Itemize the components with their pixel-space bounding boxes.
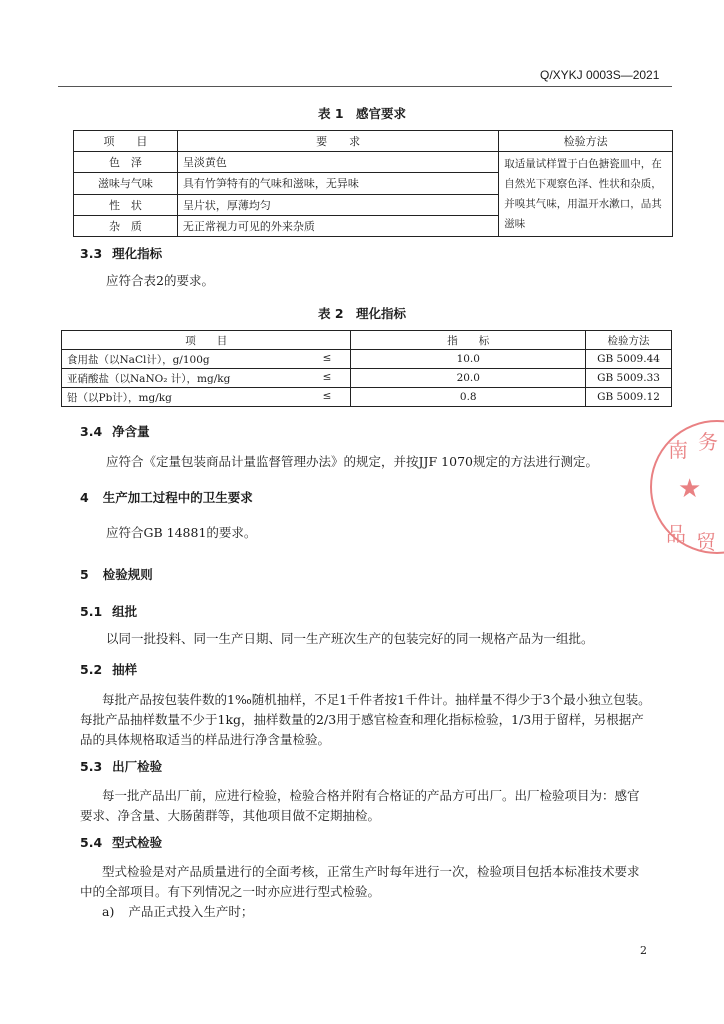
table-row: [62, 350, 672, 369]
section-3-3-text: 应符合表2的要求。: [106, 273, 214, 288]
table-header-row: [74, 131, 673, 152]
section-number: 3.3: [80, 246, 103, 261]
header-rule: [58, 86, 672, 87]
section-number: 4: [80, 490, 89, 505]
table-row: [62, 369, 672, 388]
section-number: 5.3: [80, 759, 103, 774]
section-5-3-line: 每一批产品出厂前，应进行检验，检验合格并附有合格证的产品方可出厂。出厂检验项目为：感官: [102, 788, 640, 803]
table-header-cell: 检验方法: [586, 331, 672, 350]
table-header-cell: [62, 331, 351, 350]
table-header-cell: 检验方法: [499, 131, 673, 152]
table2-caption: 表 2 理化指标: [317, 306, 407, 321]
table-cell: 杂 质: [74, 215, 178, 236]
item-text: 铅（以Pb计），mg/kg: [67, 391, 172, 404]
operator: ≤: [322, 370, 332, 383]
physchem-table: [61, 330, 672, 407]
table-cell: 0.8: [351, 388, 586, 407]
table-cell: GB 5009.33: [586, 369, 672, 388]
table-row: [62, 388, 672, 407]
list-text: 产品正式投入生产时；: [128, 904, 254, 919]
section-number: 5.4: [80, 835, 103, 850]
seal-char: 南: [668, 438, 688, 462]
method-line: 并嗅其气味，用温开水漱口，品其: [504, 198, 662, 210]
section-number: 5.1: [80, 604, 103, 619]
section-number: 5.2: [80, 662, 103, 677]
section-5-4-line: 中的全部项目。有下列情况之一时亦应进行型式检验。: [80, 884, 381, 899]
table-cell: 具有竹笋特有的气味和滋味，无异味: [177, 173, 498, 194]
table1-caption: 表 1 感官要求: [317, 106, 407, 121]
table-cell: 性 状: [74, 194, 178, 215]
section-5-4-line: 型式检验是对产品质量进行的全面考核，正常生产时每年进行一次，检验项目包括本标准技术要求: [102, 864, 640, 879]
seal-star-icon: ★: [678, 474, 702, 504]
table-header-cell: 要 求: [177, 131, 498, 152]
section-title: 生产加工过程中的卫生要求: [102, 490, 253, 505]
section-5-2-line: 品的具体规格取适当的样品进行净含量检验。: [80, 732, 331, 747]
table-cell: 滋味与气味: [74, 173, 178, 194]
method-line: 自然光下观察色泽、性状和杂质，: [504, 178, 662, 190]
section-4-heading: [80, 488, 253, 506]
item-text: 亚硝酸盐（以NaNO₂ 计），mg/kg: [67, 372, 231, 385]
section-3-3-heading: [80, 244, 162, 262]
section-5-3-heading: [80, 757, 162, 775]
section-3-4-heading: [80, 422, 150, 440]
section-5-1-heading: [80, 602, 137, 620]
header-text: 项 目: [185, 334, 228, 347]
table-header-cell: [351, 331, 586, 350]
page-number: 2: [640, 944, 647, 957]
table-cell: GB 5009.12: [586, 388, 672, 407]
section-5-2-line: 每批产品抽样数量不少于1kg，抽样数量的2/3用于感官检查和理化指标检验，1/3用于留样，另根据产: [80, 712, 644, 727]
section-5-heading: [80, 565, 153, 583]
section-title: 组批: [112, 604, 138, 619]
operator: ≤: [322, 389, 332, 402]
section-title: 型式检验: [112, 835, 163, 850]
table-cell: [62, 369, 351, 388]
table-cell: 色 泽: [74, 152, 178, 173]
section-title: 净含量: [112, 424, 150, 439]
seal-char: 务: [698, 430, 718, 454]
section-title: 理化指标: [112, 246, 163, 261]
sensory-table: [73, 130, 673, 237]
section-title: 抽样: [112, 662, 138, 677]
section-number: 3.4: [80, 424, 103, 439]
section-number: 5: [80, 567, 89, 582]
list-marker: a): [102, 904, 115, 919]
method-cell: [499, 152, 673, 237]
table-row: [74, 152, 673, 173]
table-header-row: [62, 331, 672, 350]
method-line: 滋味: [504, 218, 526, 230]
header-text: 指 标: [447, 334, 490, 347]
section-title: 检验规则: [102, 567, 153, 582]
section-5-2-heading: [80, 660, 137, 678]
list-item-a: [102, 902, 253, 922]
seal-char: 贸: [696, 530, 716, 554]
section-5-4-heading: [80, 833, 162, 851]
company-seal: [650, 420, 724, 554]
table-cell: [62, 350, 351, 369]
table-cell: 20.0: [351, 369, 586, 388]
table-header-cell: 项 目: [74, 131, 178, 152]
item-text: 食用盐（以NaCl计），g/100g: [67, 353, 210, 366]
section-5-3-line: 要求、净含量、大肠菌群等，其他项目做不定期抽检。: [80, 808, 381, 823]
table-cell: GB 5009.44: [586, 350, 672, 369]
document-code: Q/XYKJ 0003S—2021: [540, 68, 660, 82]
table-cell: 呈淡黄色: [177, 152, 498, 173]
section-4-text: 应符合GB 14881的要求。: [106, 525, 257, 540]
section-3-4-text: 应符合《定量包装商品计量监督管理办法》的规定，并按JJF 1070规定的方法进行测定。: [106, 454, 598, 469]
seal-char: 品: [666, 522, 686, 546]
section-title: 出厂检验: [112, 759, 163, 774]
operator: ≤: [322, 351, 332, 364]
section-5-1-text: 以同一批投料、同一生产日期、同一生产班次生产的包装完好的同一规格产品为一组批。: [106, 631, 594, 646]
method-line: 取适量试样置于白色搪瓷皿中，在: [504, 158, 662, 170]
section-5-2-line: 每批产品按包装件数的1‰随机抽样，不足1千件者按1千件计。抽样量不得少于3个最小独立包装。: [102, 692, 651, 707]
table-cell: 10.0: [351, 350, 586, 369]
table-cell: [62, 388, 351, 407]
table-cell: 无正常视力可见的外来杂质: [177, 215, 498, 236]
table-cell: 呈片状，厚薄均匀: [177, 194, 498, 215]
